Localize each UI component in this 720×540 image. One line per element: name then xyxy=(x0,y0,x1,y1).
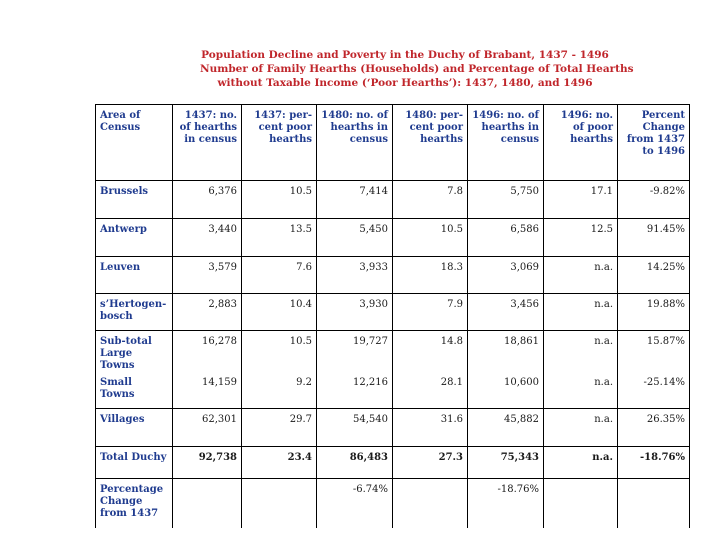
header-1437-poor-pct: 1437: per-cent poor hearths xyxy=(242,105,317,181)
cell: 29.7 xyxy=(242,409,317,447)
cell: 15.87% xyxy=(618,331,690,373)
cell: 31.6 xyxy=(393,409,468,447)
cell: 18,861 xyxy=(468,331,544,373)
cell: 12.5 xyxy=(544,219,618,257)
cell: 16,278 xyxy=(173,331,242,373)
table-header-row xyxy=(96,105,690,181)
cell: 17.1 xyxy=(544,181,618,219)
cell: 10.5 xyxy=(242,181,317,219)
row-label: Percentage Change from 1437 xyxy=(96,479,173,529)
cell: 10.5 xyxy=(242,331,317,373)
row-label: Small Towns xyxy=(96,372,173,409)
cell: 7.8 xyxy=(393,181,468,219)
cell: 10,600 xyxy=(468,372,544,409)
cell: 18.3 xyxy=(393,257,468,294)
cell xyxy=(618,479,690,529)
title-line-1: Population Decline and Poverty in the Duchy of Brabant, 1437 - 1496 xyxy=(201,49,609,61)
cell xyxy=(544,479,618,529)
header-1437-hearths: 1437: no. of hearths in census xyxy=(173,105,242,181)
table-row xyxy=(96,409,690,447)
table-row xyxy=(96,257,690,294)
cell xyxy=(242,479,317,529)
cell: 3,069 xyxy=(468,257,544,294)
header-area: Area of Census xyxy=(96,105,173,181)
table-row xyxy=(96,331,690,373)
cell: 3,933 xyxy=(317,257,393,294)
cell: -6.74% xyxy=(317,479,393,529)
header-1480-poor-pct: 1480: per-cent poor hearths xyxy=(393,105,468,181)
cell: n.a. xyxy=(544,447,618,479)
row-label: Total Duchy xyxy=(96,447,173,479)
cell: n.a. xyxy=(544,257,618,294)
cell: 28.1 xyxy=(393,372,468,409)
cell: n.a. xyxy=(544,294,618,331)
cell: 3,440 xyxy=(173,219,242,257)
title-line-3: without Taxable Income (‘Poor Hearths’): 1437, 1480, and 1496 xyxy=(217,77,593,89)
cell: 92,738 xyxy=(173,447,242,479)
row-label: Antwerp xyxy=(96,219,173,257)
cell: 14.25% xyxy=(618,257,690,294)
table-title xyxy=(200,48,634,90)
row-label: Brussels xyxy=(96,181,173,219)
cell: -25.14% xyxy=(618,372,690,409)
cell: 19.88% xyxy=(618,294,690,331)
table-row xyxy=(96,294,690,331)
cell: 7,414 xyxy=(317,181,393,219)
cell xyxy=(393,479,468,529)
cell: 5,450 xyxy=(317,219,393,257)
cell: 10.4 xyxy=(242,294,317,331)
cell: -9.82% xyxy=(618,181,690,219)
cell: 54,540 xyxy=(317,409,393,447)
cell: 5,750 xyxy=(468,181,544,219)
cell: 23.4 xyxy=(242,447,317,479)
table-row xyxy=(96,219,690,257)
table-row-pct-change xyxy=(96,479,690,529)
cell: 86,483 xyxy=(317,447,393,479)
header-pct-change: Percent Change from 1437 to 1496 xyxy=(618,105,690,181)
cell: 14,159 xyxy=(173,372,242,409)
table-row xyxy=(96,181,690,219)
header-1480-hearths: 1480: no. of hearths in census xyxy=(317,105,393,181)
table-row-total xyxy=(96,447,690,479)
title-line-2: Number of Family Hearths (Households) and Percentage of Total Hearths xyxy=(200,63,634,75)
cell: 3,456 xyxy=(468,294,544,331)
cell: 91.45% xyxy=(618,219,690,257)
cell: 6,376 xyxy=(173,181,242,219)
cell: 14.8 xyxy=(393,331,468,373)
cell: 75,343 xyxy=(468,447,544,479)
cell: n.a. xyxy=(544,409,618,447)
cell: 9.2 xyxy=(242,372,317,409)
cell: 6,586 xyxy=(468,219,544,257)
cell: n.a. xyxy=(544,372,618,409)
cell: 19,727 xyxy=(317,331,393,373)
cell: 27.3 xyxy=(393,447,468,479)
cell: 7.6 xyxy=(242,257,317,294)
cell: 12,216 xyxy=(317,372,393,409)
header-1496-poor: 1496: no. of poor hearths xyxy=(544,105,618,181)
cell: 45,882 xyxy=(468,409,544,447)
cell: -18.76% xyxy=(618,447,690,479)
cell: 26.35% xyxy=(618,409,690,447)
row-label: s’Hertogen-bosch xyxy=(96,294,173,331)
cell: 13.5 xyxy=(242,219,317,257)
row-label: Villages xyxy=(96,409,173,447)
cell: 10.5 xyxy=(393,219,468,257)
cell: 3,579 xyxy=(173,257,242,294)
cell: 3,930 xyxy=(317,294,393,331)
cell xyxy=(173,479,242,529)
row-label: Sub-total Large Towns xyxy=(96,331,173,373)
cell: 7.9 xyxy=(393,294,468,331)
row-label: Leuven xyxy=(96,257,173,294)
cell: 2,883 xyxy=(173,294,242,331)
cell: 62,301 xyxy=(173,409,242,447)
census-table xyxy=(95,104,690,528)
table-row xyxy=(96,372,690,409)
header-1496-hearths: 1496: no. of hearths in census xyxy=(468,105,544,181)
cell: n.a. xyxy=(544,331,618,373)
cell: -18.76% xyxy=(468,479,544,529)
